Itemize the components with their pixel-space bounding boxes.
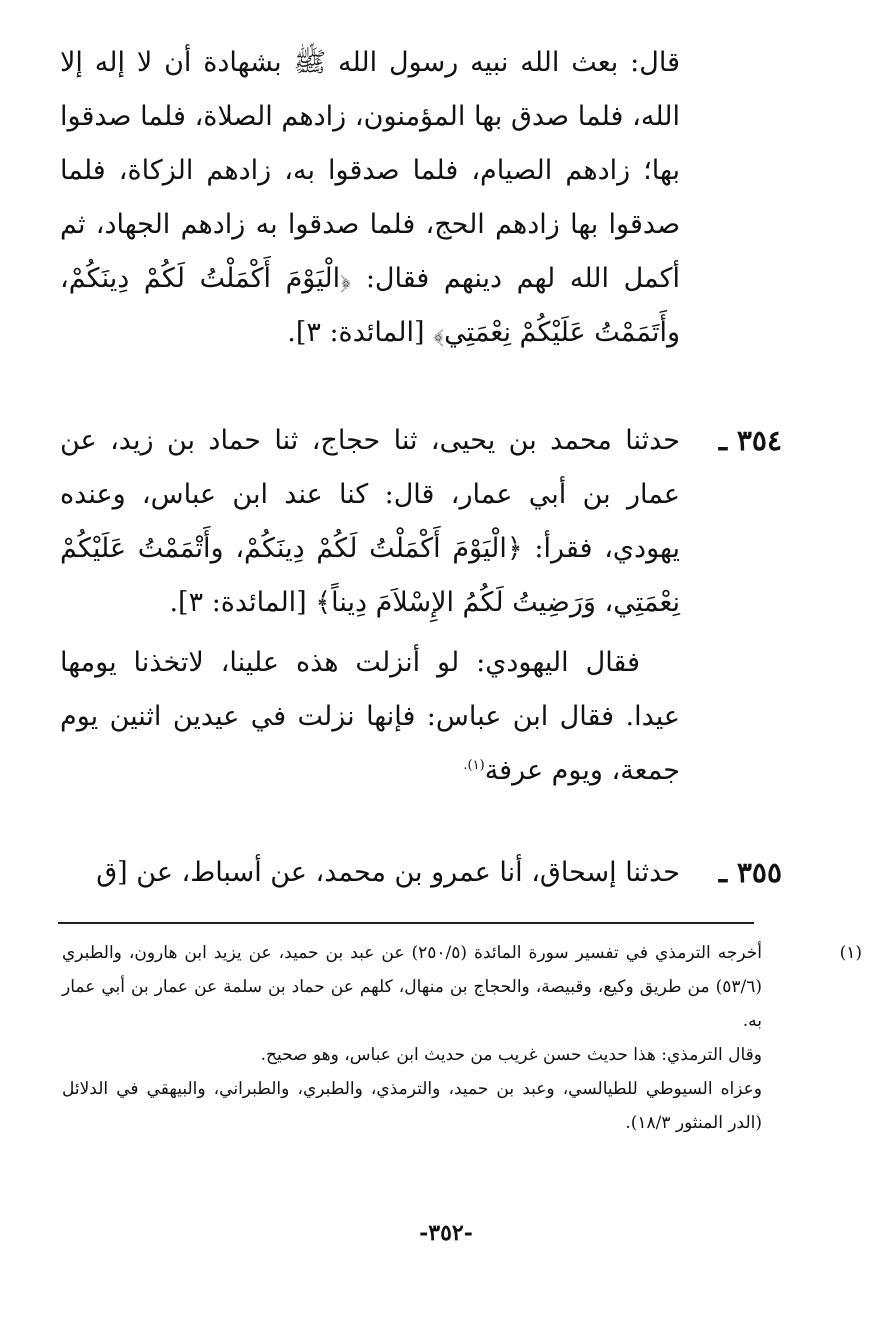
- hadith-354-block: [60, 414, 680, 798]
- footnote-marker: (١): [839, 943, 862, 963]
- hadith-354-continuation-text: فقال اليهودي: لو أنزلت هذه علينا، لاتخذنا يومها عيدا. فقال ابن عباس: فإنها نزلت في عيدين اثنين يوم جمعة، ويوم عرفة: [60, 647, 680, 786]
- footnotes: [62, 936, 762, 1140]
- hadith-number-355: ٣٥٥ ـ: [718, 856, 782, 889]
- footnote-line: وعزاه السيوطي للطيالسي، وعبد بن حميد، والترمذي، والطبري، والطبراني، والبيهقي في الدلائل (الدر المنثور ١٨/٣).: [62, 1079, 762, 1133]
- hadith-354-paragraph: حدثنا محمد بن يحيى، ثنا حجاج، ثنا حماد بن زيد، عن عمار بن أبي عمار، قال: كنا عند ابن عباس، وعنده يهودي، فقرأ: ﴿الْيَوْمَ أَكْمَلْتُ لَكُمْ دِينَكُمْ، وأَتْمَمْتُ عَلَيْكُمْ نِعْمَتِي، وَرَضِيتُ لَكُمُ الإِسْلاَمَ دِيناً﴾ [المائدة: ٣].: [60, 425, 680, 618]
- footnote-line: أخرجه الترمذي في تفسير سورة المائدة (٢٥٠/٥) عن عبد بن حميد، عن يزيد ابن هارون، والطبري (٥٣/٦) من طريق وكيع، وقبيصة، والحجاج بن منهال، كلهم عن حماد بن سلمة عن عمار بن أبي عمار به.: [62, 943, 762, 1031]
- hadith-354-continuation: [60, 636, 680, 798]
- hadith-number-354: ٣٥٤ ـ: [718, 424, 782, 457]
- hadith-355-block: [60, 846, 680, 900]
- footnote-divider: [58, 922, 754, 924]
- page-number: -٣٥٢-: [419, 1220, 473, 1246]
- hadith-355-paragraph: حدثنا إسحاق، أنا عمرو بن محمد، عن أسباط، عن [ق: [96, 857, 680, 888]
- intro-block: [60, 36, 680, 360]
- footnote-line: وقال الترمذي: هذا حديث حسن غريب من حديث ابن عباس، وهو صحيح.: [260, 1045, 762, 1065]
- intro-paragraph: قال: بعث الله نبيه رسول الله ﷺ بشهادة أن لا إله إلا الله، فلما صدق بها المؤمنون، زادهم الصلاة، فلما صدقوا بها؛ زادهم الصيام، فلما صدقوا به، زادهم الزكاة، فلما صدقوا بها زادهم الحج، فلما صدقوا به زادهم الجهاد، ثم أكمل الله لهم دينهم فقال: ﴿الْيَوْمَ أَكْمَلْتُ لَكُمْ دِينَكُمْ، وأَتَمَمْتُ عَلَيْكُمْ نِعْمَتِي﴾ [المائدة: ٣].: [60, 47, 680, 348]
- footnote-reference[interactable]: (١).: [463, 758, 485, 773]
